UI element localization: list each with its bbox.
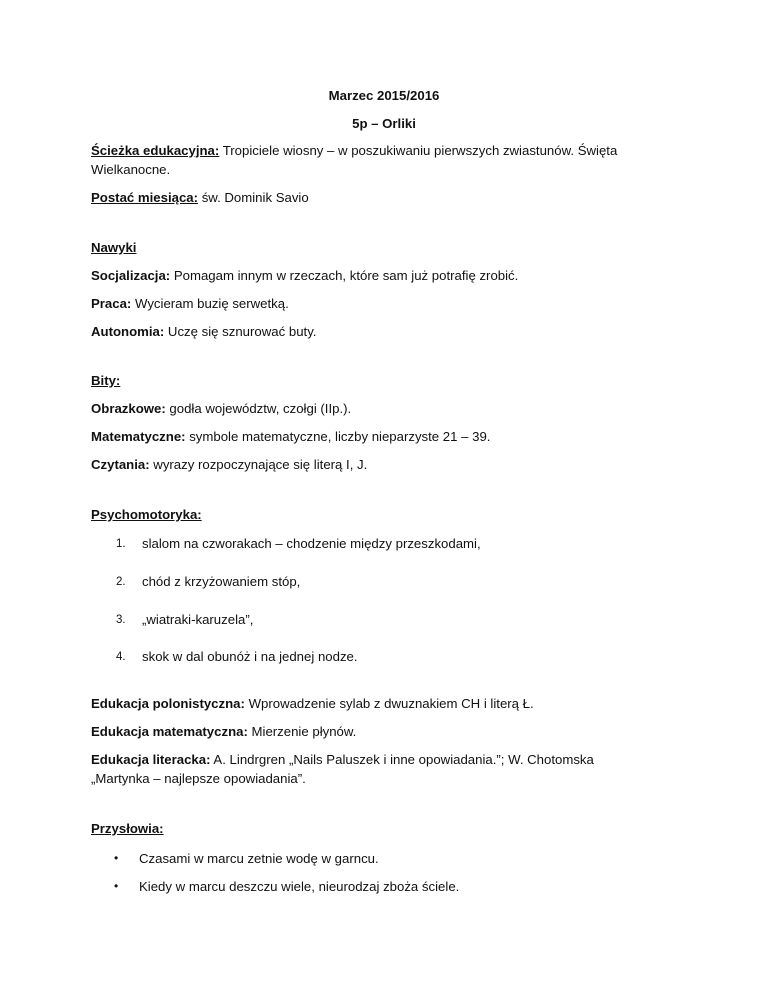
math-label: Edukacja matematyczna: bbox=[91, 724, 248, 739]
literary-label: Edukacja literacka: bbox=[91, 752, 211, 767]
list-item: chód z krzyżowaniem stóp, bbox=[142, 574, 301, 589]
literary-education-line-2 bbox=[91, 769, 691, 788]
habit-label: Socjalizacja: bbox=[91, 268, 171, 283]
path-line-2 bbox=[91, 160, 691, 179]
path-text-1: Tropiciele wiosny – w poszukiwaniu pierwszych zwiastunów. Święta bbox=[219, 143, 618, 158]
habit-item bbox=[91, 266, 691, 285]
math-education bbox=[91, 722, 691, 741]
habit-label: Autonomia: bbox=[91, 324, 165, 339]
list-item: skok w dal obunóż i na jednej nodze. bbox=[142, 649, 358, 664]
group-name: 5p – Orliki bbox=[352, 116, 416, 131]
bits-heading: Bity: bbox=[91, 373, 121, 388]
bullet-icon: • bbox=[114, 879, 119, 893]
bit-item bbox=[91, 399, 691, 418]
document-title: Marzec 2015/2016 bbox=[328, 88, 440, 103]
math-text: Mierzenie płynów. bbox=[247, 724, 357, 739]
habits-heading: Nawyki bbox=[91, 240, 137, 255]
bit-label: Matematyczne: bbox=[91, 429, 186, 444]
polish-label: Edukacja polonistyczna: bbox=[91, 696, 245, 711]
bit-label: Czytania: bbox=[91, 457, 150, 472]
psychomotor-heading: Psychomotoryka: bbox=[91, 507, 202, 522]
habit-text: Pomagam innym w rzeczach, które sam już potrafię zrobić. bbox=[170, 268, 519, 283]
path-line-1 bbox=[91, 141, 691, 160]
proverb-item: Czasami w marcu zetnie wodę w garncu. bbox=[139, 851, 379, 866]
path-label: Ścieżka edukacyjna: bbox=[91, 143, 220, 158]
list-number: 3. bbox=[116, 614, 126, 626]
bit-label: Obrazkowe: bbox=[91, 401, 166, 416]
habit-label: Praca: bbox=[91, 296, 132, 311]
polish-text: Wprowadzenie sylab z dwuznakiem CH i literą Ł. bbox=[244, 696, 534, 711]
bullet-icon: • bbox=[114, 851, 119, 865]
figure-text: św. Dominik Savio bbox=[198, 190, 309, 205]
list-number: 2. bbox=[116, 576, 126, 588]
list-number: 1. bbox=[116, 538, 126, 550]
list-item: „wiatraki-karuzela”, bbox=[142, 612, 254, 627]
habit-item bbox=[91, 294, 691, 313]
figure-line bbox=[91, 188, 691, 207]
figure-label: Postać miesiąca: bbox=[91, 190, 199, 205]
bit-text: symbole matematyczne, liczby nieparzyste 21 – 39. bbox=[185, 429, 491, 444]
literary-text-1: A. Lindrgren „Nails Paluszek i inne opowiadania.”; W. Chotomska bbox=[210, 752, 594, 767]
list-item: slalom na czworakach – chodzenie między przeszkodami, bbox=[142, 536, 481, 551]
proverb-item: Kiedy w marcu deszczu wiele, nieurodzaj zboża ściele. bbox=[139, 879, 460, 894]
path-text-2: Wielkanocne. bbox=[91, 162, 171, 177]
list-number: 4. bbox=[116, 651, 126, 663]
bit-text: wyrazy rozpoczynające się literą I, J. bbox=[149, 457, 368, 472]
polish-education bbox=[91, 694, 691, 713]
literary-education-line-1 bbox=[91, 750, 691, 769]
bit-item bbox=[91, 427, 691, 446]
bit-item bbox=[91, 455, 691, 474]
habit-item bbox=[91, 322, 691, 341]
habit-text: Uczę się sznurować buty. bbox=[164, 324, 317, 339]
proverbs-heading: Przysłowia: bbox=[91, 821, 164, 836]
bit-text: godła województw, czołgi (IIp.). bbox=[165, 401, 352, 416]
literary-text-2: „Martynka – najlepsze opowiadania”. bbox=[91, 771, 306, 786]
habit-text: Wycieram buzię serwetką. bbox=[131, 296, 289, 311]
